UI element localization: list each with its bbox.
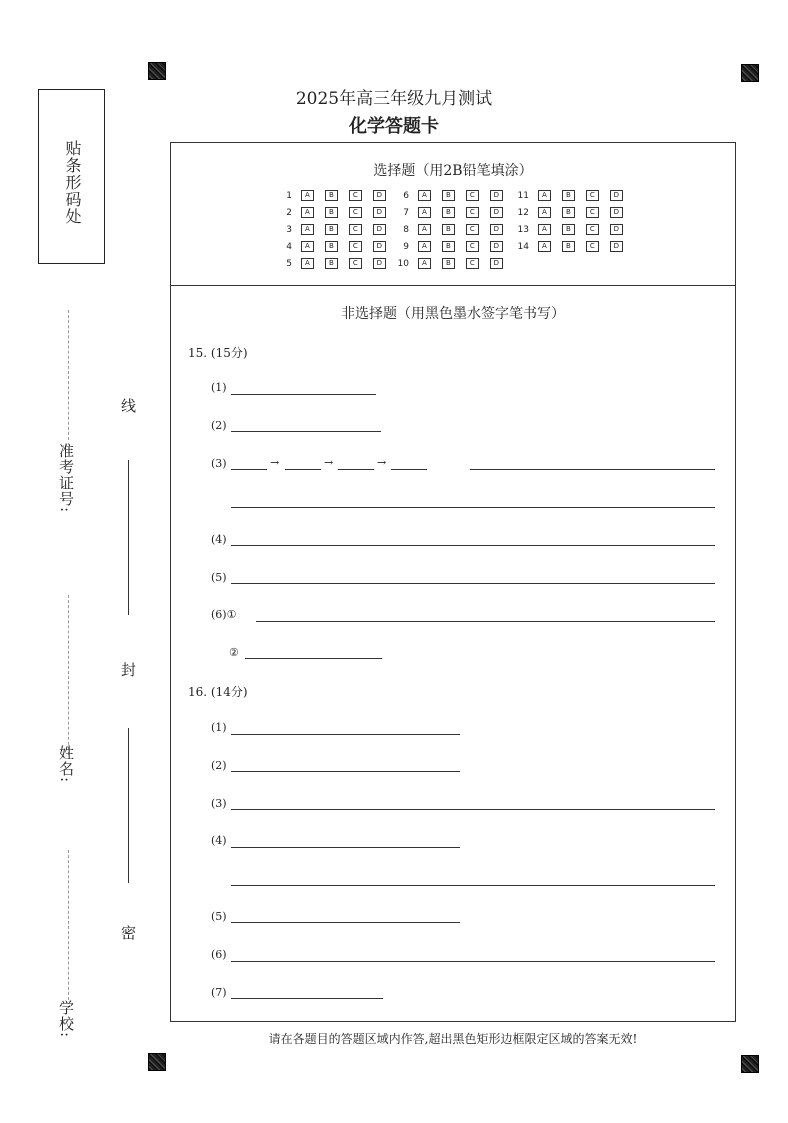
arrow-icon: → <box>270 456 280 469</box>
q15-part3-blank-3[interactable] <box>338 469 374 470</box>
mc-question-number: 14 <box>517 242 529 252</box>
mc-row-5 <box>278 258 397 275</box>
option-b-bubble[interactable]: B <box>562 190 575 201</box>
option-d-bubble[interactable]: D <box>373 190 386 201</box>
mc-question-number: 11 <box>517 191 529 201</box>
mc-question-number: 4 <box>286 242 292 252</box>
mc-row-10 <box>395 258 514 275</box>
q16-part3-answer[interactable] <box>231 809 715 810</box>
option-d-bubble[interactable]: D <box>373 207 386 218</box>
mc-row-13 <box>515 224 634 241</box>
name-label: 姓名: <box>57 745 75 784</box>
option-a-bubble[interactable]: A <box>301 258 314 269</box>
mc-question-number: 12 <box>517 208 529 218</box>
corner-marker-top-left <box>148 62 166 80</box>
mc-question-number: 10 <box>397 259 409 269</box>
q15-part5-answer[interactable] <box>231 583 715 584</box>
mc-question-number: 9 <box>403 242 409 252</box>
non-choice-title: 非选择题（用黑色墨水签字笔书写） <box>341 306 565 322</box>
option-c-bubble[interactable]: C <box>349 207 362 218</box>
mc-question-number: 3 <box>286 225 292 235</box>
option-d-bubble[interactable]: D <box>490 207 503 218</box>
q16-part1-label: (1) <box>211 721 227 734</box>
option-a-bubble[interactable]: A <box>418 207 431 218</box>
option-c-bubble[interactable]: C <box>466 224 479 235</box>
option-b-bubble[interactable]: B <box>442 190 455 201</box>
sidebar-dotted-line-1 <box>68 310 69 440</box>
seal-line-segment-1 <box>128 460 129 615</box>
mc-row-11 <box>515 190 634 207</box>
mc-column-3 <box>515 190 634 258</box>
seal-char-feng: 封 <box>119 662 137 678</box>
option-b-bubble[interactable]: B <box>562 241 575 252</box>
option-d-bubble[interactable]: D <box>490 258 503 269</box>
option-a-bubble[interactable]: A <box>538 241 551 252</box>
option-b-bubble[interactable]: B <box>325 190 338 201</box>
option-a-bubble[interactable]: A <box>301 190 314 201</box>
option-b-bubble[interactable]: B <box>442 258 455 269</box>
option-d-bubble[interactable]: D <box>373 224 386 235</box>
option-c-bubble[interactable]: C <box>349 241 362 252</box>
q16-part5-answer[interactable] <box>231 922 460 923</box>
mc-question-number: 6 <box>403 191 409 201</box>
option-a-bubble[interactable]: A <box>418 224 431 235</box>
multiple-choice-section <box>170 142 736 285</box>
q16-part6-answer[interactable] <box>231 961 715 962</box>
option-b-bubble[interactable]: B <box>442 224 455 235</box>
q15-part3-label: (3) <box>211 457 227 470</box>
name-field[interactable] <box>68 850 69 1000</box>
mc-row-2 <box>278 207 397 224</box>
q15-part5-label: (5) <box>211 571 227 584</box>
q15-part3-blank-1[interactable] <box>231 469 267 470</box>
option-b-bubble[interactable]: B <box>442 241 455 252</box>
q15-header: 15. (15分) <box>188 346 248 360</box>
option-b-bubble[interactable]: B <box>562 224 575 235</box>
q16-part1-answer[interactable] <box>231 734 460 735</box>
q16-part3-label: (3) <box>211 797 227 810</box>
q16-part4-answer-cont[interactable] <box>231 885 715 886</box>
mc-column-2 <box>395 190 514 275</box>
q15-part6-sub2-label: ② <box>229 646 239 659</box>
option-d-bubble[interactable]: D <box>490 224 503 235</box>
mc-question-number: 13 <box>517 225 529 235</box>
q15-part6-label: (6)① <box>211 608 237 621</box>
option-c-bubble[interactable]: C <box>466 241 479 252</box>
q16-part2-answer[interactable] <box>231 771 460 772</box>
exam-id-label: 准考证号: <box>57 443 75 514</box>
option-b-bubble[interactable]: B <box>562 207 575 218</box>
q16-part2-label: (2) <box>211 759 227 772</box>
q16-header: 16. (14分) <box>188 685 248 699</box>
exam-id-field[interactable] <box>68 595 69 755</box>
option-c-bubble[interactable]: C <box>349 224 362 235</box>
corner-marker-bottom-left <box>148 1053 166 1071</box>
q16-part4-answer[interactable] <box>231 847 460 848</box>
option-b-bubble[interactable]: B <box>442 207 455 218</box>
q16-part6-label: (6) <box>211 948 227 961</box>
option-c-bubble[interactable]: C <box>349 258 362 269</box>
option-a-bubble[interactable]: A <box>538 190 551 201</box>
option-b-bubble[interactable]: B <box>325 241 338 252</box>
mc-row-1 <box>278 190 397 207</box>
option-b-bubble[interactable]: B <box>325 258 338 269</box>
multiple-choice-title: 选择题（用2B铅笔填涂） <box>373 163 533 179</box>
option-a-bubble[interactable]: A <box>418 258 431 269</box>
card-subtitle: 化学答题卡 <box>349 116 439 137</box>
option-d-bubble[interactable]: D <box>610 224 623 235</box>
q15-part6-sub2-answer[interactable] <box>245 658 382 659</box>
arrow-icon: → <box>324 456 334 469</box>
mc-question-number: 1 <box>286 191 292 201</box>
school-label: 学校: <box>57 1000 75 1039</box>
mc-row-12 <box>515 207 634 224</box>
option-c-bubble[interactable]: C <box>586 207 599 218</box>
q15-part1-answer[interactable] <box>231 394 376 395</box>
mc-row-14 <box>515 241 634 258</box>
corner-marker-top-right <box>741 64 759 82</box>
option-d-bubble[interactable]: D <box>373 241 386 252</box>
seal-char-xian: 线 <box>119 398 137 414</box>
option-a-bubble[interactable]: A <box>301 224 314 235</box>
option-d-bubble[interactable]: D <box>373 258 386 269</box>
option-d-bubble[interactable]: D <box>610 207 623 218</box>
q16-part7-label: (7) <box>211 986 227 999</box>
option-d-bubble[interactable]: D <box>610 190 623 201</box>
option-b-bubble[interactable]: B <box>325 224 338 235</box>
q15-part3-blank-4[interactable] <box>391 469 427 470</box>
option-c-bubble[interactable]: C <box>586 224 599 235</box>
q16-part5-label: (5) <box>211 910 227 923</box>
option-d-bubble[interactable]: D <box>610 241 623 252</box>
option-c-bubble[interactable]: C <box>586 241 599 252</box>
option-a-bubble[interactable]: A <box>301 207 314 218</box>
option-c-bubble[interactable]: C <box>586 190 599 201</box>
option-c-bubble[interactable]: C <box>466 258 479 269</box>
mc-row-3 <box>278 224 397 241</box>
mc-question-number: 8 <box>403 225 409 235</box>
mc-column-1 <box>278 190 397 275</box>
mc-question-number: 5 <box>286 259 292 269</box>
footer-notice: 请在各题目的答题区域内作答,超出黑色矩形边框限定区域的答案无效! <box>268 1032 638 1046</box>
q15-part4-label: (4) <box>211 533 227 546</box>
section-divider <box>170 285 736 286</box>
option-d-bubble[interactable]: D <box>490 241 503 252</box>
q15-part3-answer[interactable] <box>470 469 715 470</box>
q15-part3-answer-cont[interactable] <box>231 507 715 508</box>
q15-part1-label: (1) <box>211 381 227 394</box>
corner-marker-bottom-right <box>741 1055 759 1073</box>
option-c-bubble[interactable]: C <box>466 207 479 218</box>
option-c-bubble[interactable]: C <box>466 190 479 201</box>
seal-char-mi: 密 <box>119 925 137 941</box>
option-a-bubble[interactable]: A <box>538 207 551 218</box>
q15-part6-answer[interactable] <box>256 621 715 622</box>
option-d-bubble[interactable]: D <box>490 190 503 201</box>
q15-part4-answer[interactable] <box>231 545 715 546</box>
option-c-bubble[interactable]: C <box>349 190 362 201</box>
mc-row-8 <box>395 224 514 241</box>
mc-question-number: 7 <box>403 208 409 218</box>
mc-row-4 <box>278 241 397 258</box>
option-a-bubble[interactable]: A <box>418 190 431 201</box>
mc-question-number: 2 <box>286 208 292 218</box>
arrow-icon: → <box>377 456 387 469</box>
q16-part7-answer[interactable] <box>231 998 383 999</box>
option-b-bubble[interactable]: B <box>325 207 338 218</box>
seal-line-segment-2 <box>128 728 129 883</box>
q15-part3-blank-2[interactable] <box>285 469 321 470</box>
mc-row-6 <box>395 190 514 207</box>
mc-row-9 <box>395 241 514 258</box>
option-a-bubble[interactable]: A <box>301 241 314 252</box>
q15-part2-label: (2) <box>211 419 227 432</box>
exam-title: 2025年高三年级九月测试 <box>295 89 493 109</box>
barcode-label: 贴条形码处 <box>63 140 82 225</box>
option-a-bubble[interactable]: A <box>538 224 551 235</box>
q16-part4-label: (4) <box>211 834 227 847</box>
mc-row-7 <box>395 207 514 224</box>
q15-part2-answer[interactable] <box>231 431 381 432</box>
option-a-bubble[interactable]: A <box>418 241 431 252</box>
